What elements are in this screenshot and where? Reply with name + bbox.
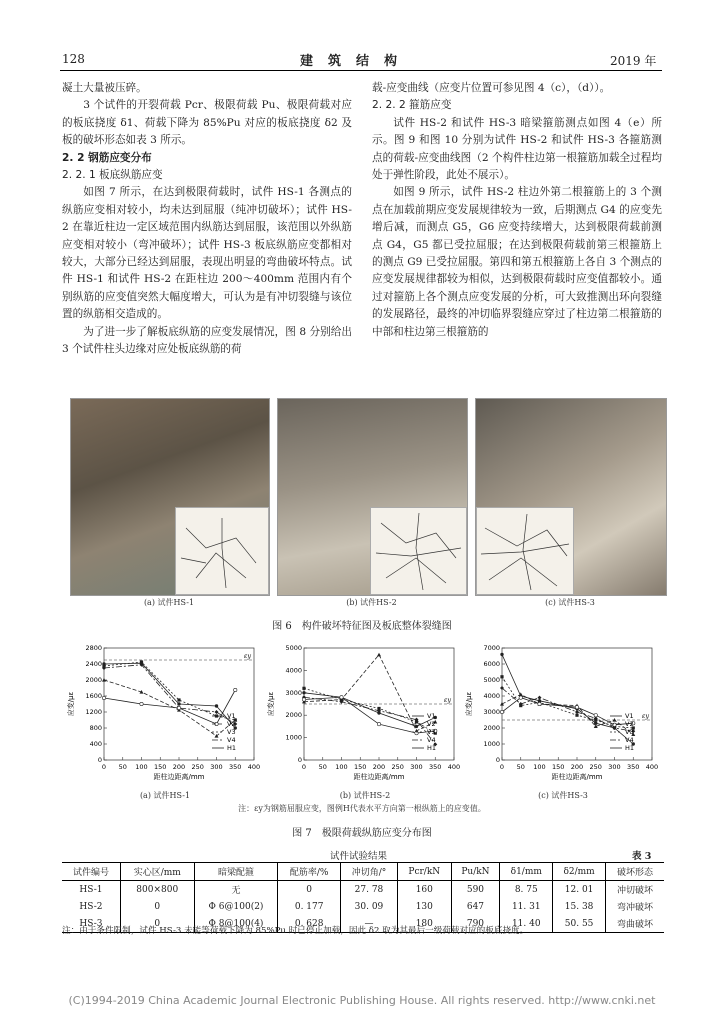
table-row xyxy=(62,881,664,899)
data-point xyxy=(594,714,597,717)
subsection-heading: 2. 2. 1 板底纵筋应变 xyxy=(62,169,163,182)
y-tick-label: 7000 xyxy=(483,644,500,652)
x-tick-label: 350 xyxy=(229,763,242,771)
data-point xyxy=(500,675,503,678)
legend-label: H1 xyxy=(625,744,635,752)
y-tick-label: 1000 xyxy=(285,733,302,742)
strain-chart-hs3 xyxy=(462,640,664,790)
crack-pattern-inset xyxy=(370,507,467,595)
table-cell: 0. 177 xyxy=(278,898,340,915)
table-label: 表 3 xyxy=(632,851,652,862)
y-tick-label: 1200 xyxy=(85,708,102,716)
table-cell: 弯冲破坏 xyxy=(606,898,665,915)
x-tick-label: 200 xyxy=(570,763,584,771)
yield-label: εy xyxy=(443,696,451,704)
x-tick-label: 50 xyxy=(516,763,525,771)
y-tick-label: 2000 xyxy=(285,711,302,720)
crack-map-icon xyxy=(477,508,573,594)
legend-label: H1 xyxy=(427,744,437,752)
data-point xyxy=(302,687,305,690)
crack-pattern-inset xyxy=(476,507,574,595)
right-column xyxy=(372,80,662,341)
table-cell: 无 xyxy=(194,881,278,899)
table-header-cell: 配筋率/% xyxy=(278,863,340,881)
data-point xyxy=(377,653,381,657)
table-cell: 0 xyxy=(278,881,340,899)
y-tick-label: 4000 xyxy=(483,692,500,700)
legend-label: V4 xyxy=(427,736,436,744)
strain-chart-hs1 xyxy=(64,640,266,790)
table-cell: 弯曲破坏 xyxy=(606,915,665,933)
table-cell: HS-1 xyxy=(79,884,103,895)
y-tick-label: 800 xyxy=(89,724,102,732)
subfigure-caption: (c) 试件HS-3 xyxy=(538,791,588,800)
paragraph: 如图 9 所示，试件 HS-2 柱边外第二根箍筋上的 3 个测点在加载前期应变发展规律较为一致，后期测点 G4 的应变先增后减，而测点 G5，G6 应变持续增大，达到极限荷载前测点 G4，G5 都已受拉屈服；在达到极限荷载前第三根箍筋上的测点 G9 已受拉屈服。第四和第五根箍筋上各自 3 个测点的应变发展规律都较为相似，达到极限荷载时应变值都较小。通过对箍筋上各个测点应变发展的分析，可大致推测出环向裂缝的发展路径，最终的冲切临界裂缝应穿过了柱边第二根箍筋的中部和柱边第三根箍筋的 xyxy=(372,186,662,338)
figure7-note: 注：εy为钢筋屈服应变，图例H代表水平方向第一根纵筋上的应变值。 xyxy=(238,804,486,813)
subfigure-caption: (c) 试件HS-3 xyxy=(545,598,595,607)
data-point xyxy=(234,688,237,691)
figure7-caption: 图 7 极限荷载纵筋应变分布图 xyxy=(292,828,432,839)
table-cell: Φ 8@100(4) xyxy=(194,915,278,933)
y-axis-label: 应变/με xyxy=(67,691,75,717)
table-cell: 160 xyxy=(398,881,452,899)
data-point xyxy=(340,696,343,699)
x-tick-label: 400 xyxy=(645,763,659,771)
legend-label: V1 xyxy=(227,712,236,720)
x-tick-label: 100 xyxy=(135,763,148,771)
subsection-heading: 2. 2. 2 箍筋应变 xyxy=(372,99,452,112)
x-tick-label: 0 xyxy=(499,763,505,771)
results-table xyxy=(62,862,664,933)
table-cell: 50. 55 xyxy=(553,915,606,933)
data-point xyxy=(177,698,180,701)
legend-label: V4 xyxy=(625,736,634,744)
table-title: 试件试验结果 xyxy=(330,851,388,862)
table-cell: 800×800 xyxy=(120,881,194,899)
table-cell: 647 xyxy=(451,898,500,915)
table-cell: 27. 78 xyxy=(340,881,397,899)
table-cell: 0. 628 xyxy=(278,915,340,933)
data-point xyxy=(519,696,522,699)
legend-label: V3 xyxy=(427,728,436,736)
paragraph: 如图 7 所示，在达到极限荷载时，试件 HS-1 各测点的纵筋应变相对较小，均未达到屈服（纯冲切破坏）；试件 HS-2 在靠近柱边一定区域范围内纵筋达到屈服，该范围以外纵筋应变相对较小（弯冲破坏）；试件 HS-3 板底纵筋应变都相对较大，大部分已经达到屈服，表现出明显的弯曲破坏特点。试件 HS-1 和试件 HS-2 在距柱边 200～400mm 范围内有个别纵筋的应变值突然大幅度增大，可认为是有冲切裂缝与该位置的纵筋相交造成的。 xyxy=(62,186,352,321)
y-axis-label: 应变/με xyxy=(465,691,473,717)
paragraph: 凝土大量被压碎。 xyxy=(62,82,147,94)
table-cell: 11. 31 xyxy=(500,898,553,915)
table-cell: 15. 38 xyxy=(553,898,606,915)
table-cell: 8. 75 xyxy=(500,881,553,899)
paragraph: 为了进一步了解板底纵筋的应变发展情况，图 8 分别给出 3 个试件柱头边缘对应处板底纵筋的荷 xyxy=(62,325,352,356)
data-point xyxy=(500,710,503,713)
y-tick-label: 400 xyxy=(89,740,102,748)
subfigure-caption: (b) 试件HS-2 xyxy=(346,598,397,607)
table-cell: 12. 01 xyxy=(553,881,606,899)
legend-label: V2 xyxy=(227,720,236,728)
data-point xyxy=(377,722,380,725)
x-axis-label: 距柱边距离/mm xyxy=(551,773,603,781)
table-cell: 790 xyxy=(451,915,500,933)
y-tick-label: 3000 xyxy=(285,688,302,697)
table-header-cell: 破坏形态 xyxy=(606,863,665,881)
data-point xyxy=(575,710,579,714)
data-point xyxy=(302,698,305,701)
y-tick-label: 5000 xyxy=(483,676,500,684)
table-cell: 180 xyxy=(398,915,452,933)
table-header-cell: 暗梁配箍 xyxy=(194,863,278,881)
paragraph: 试件 HS-2 和试件 HS-3 暗梁箍筋测点如图 4（e）所示。图 9 和图 10 分别为试件 HS-2 和试件 HS-3 各箍筋测点的荷载-应变曲线图（2 个构件柱边第一根箍筋加载全过程均处于弹性阶段，此处不展示）。 xyxy=(372,116,662,182)
legend-label: V3 xyxy=(227,728,236,736)
y-axis-label: 应变/με xyxy=(267,691,275,717)
legend-label: V1 xyxy=(625,712,634,720)
y-tick-label: 0 xyxy=(297,756,302,764)
x-tick-label: 100 xyxy=(335,763,348,771)
y-tick-label: 2000 xyxy=(85,676,102,684)
table-header-cell: 冲切角/° xyxy=(340,863,397,881)
issue-year: 2019 年 xyxy=(610,54,657,68)
data-point xyxy=(500,702,504,706)
table-row xyxy=(62,898,664,915)
data-point xyxy=(538,696,542,700)
x-tick-label: 100 xyxy=(533,763,546,771)
subfigure-caption: (a) 试件HS-1 xyxy=(143,598,195,607)
crack-pattern-inset xyxy=(175,507,269,595)
specimen-hs2-photo xyxy=(277,398,468,596)
legend-label: V2 xyxy=(427,720,436,728)
y-tick-label: 3000 xyxy=(483,708,500,716)
yield-label: εy xyxy=(243,652,251,660)
table-cell: 0 xyxy=(120,915,194,933)
y-tick-label: 4000 xyxy=(285,666,302,675)
data-point xyxy=(302,691,305,694)
data-point xyxy=(575,714,578,717)
strain-chart-hs2 xyxy=(264,640,466,790)
crack-map-icon xyxy=(176,508,268,594)
table-header-cell: 实心区/mm xyxy=(120,863,194,881)
data-point xyxy=(215,704,218,707)
x-tick-label: 300 xyxy=(608,763,621,771)
data-point xyxy=(102,696,105,699)
x-tick-label: 300 xyxy=(210,763,223,771)
x-tick-label: 200 xyxy=(172,763,186,771)
data-point xyxy=(215,710,219,714)
x-tick-label: 150 xyxy=(154,763,167,771)
y-tick-label: 0 xyxy=(97,756,102,764)
table-cell: HS-3 xyxy=(62,915,120,933)
table-header-cell: Pu/kN xyxy=(451,863,500,881)
data-point xyxy=(538,702,541,705)
x-tick-label: 300 xyxy=(410,763,423,771)
data-point xyxy=(575,706,578,709)
y-tick-label: 2000 xyxy=(483,724,500,732)
journal-name: 建 筑 结 构 xyxy=(300,54,399,69)
data-point xyxy=(177,702,180,705)
paragraph: 3 个试件的开裂荷载 Pcr、极限荷载 Pu、极限荷载对应的板底挠度 δ1、荷载下降为 85%Pu 对应的板底挠度 δ2 及板的破坏形态如表 3 所示。 xyxy=(62,99,352,147)
x-tick-label: 250 xyxy=(191,763,204,771)
legend-label: V4 xyxy=(227,736,236,744)
page-number: 128 xyxy=(62,52,85,66)
x-axis-label: 距柱边距离/mm xyxy=(353,773,405,781)
crack-map-icon xyxy=(371,508,466,594)
y-tick-label: 2800 xyxy=(85,644,102,652)
table-cell: 0 xyxy=(120,898,194,915)
legend-label: V1 xyxy=(427,712,436,720)
x-tick-label: 200 xyxy=(372,763,386,771)
table-cell: 130 xyxy=(398,898,452,915)
y-tick-label: 5000 xyxy=(285,644,302,652)
table-cell: Φ 6@100(2) xyxy=(194,898,278,915)
x-tick-label: 250 xyxy=(589,763,602,771)
y-tick-label: 1600 xyxy=(85,692,102,700)
table-header-cell: δ1/mm xyxy=(500,863,553,881)
data-point xyxy=(594,722,597,725)
table-cell: 冲切破坏 xyxy=(606,881,665,899)
legend-label: V2 xyxy=(625,720,634,728)
data-point xyxy=(140,702,143,705)
table-header-cell: δ2/mm xyxy=(553,863,606,881)
subfigure-caption: (a) 试件HS-1 xyxy=(139,791,191,800)
y-tick-label: 1000 xyxy=(483,740,500,748)
x-tick-label: 350 xyxy=(627,763,640,771)
x-axis-label: 距柱边距离/mm xyxy=(153,773,205,781)
x-tick-label: 400 xyxy=(447,763,461,771)
table-cell: 11. 40 xyxy=(500,915,553,933)
yield-label: εy xyxy=(641,712,649,720)
data-point xyxy=(500,653,503,656)
x-tick-label: 50 xyxy=(118,763,127,771)
data-point xyxy=(177,706,180,709)
left-column xyxy=(62,80,352,359)
table-header-cell: Pcr/kN xyxy=(398,863,452,881)
legend-label: H1 xyxy=(227,744,237,752)
table-note: 注：由于条件限制，试件 HS-3 未能等荷载下降为 85%Pu 时已停止加载，因此 δ2 取为其最后一级荷载对应的板底挠度。 xyxy=(62,926,529,936)
table-header-cell: 试件编号 xyxy=(62,863,120,881)
y-tick-label: 6000 xyxy=(483,660,500,668)
x-tick-label: 150 xyxy=(354,763,367,771)
x-tick-label: 150 xyxy=(552,763,565,771)
y-tick-label: 0 xyxy=(495,756,500,764)
specimen-hs1-photo xyxy=(70,398,270,596)
table-cell: — xyxy=(340,915,397,933)
paragraph: 载-应变曲线（应变片位置可参见图 4（c），（d））。 xyxy=(372,82,611,94)
x-tick-label: 0 xyxy=(101,763,107,771)
x-tick-label: 50 xyxy=(318,763,327,771)
copyright-footer: (C)1994-2019 China Academic Journal Electronic Publishing House. All rights reserved. http://www.cnki.net xyxy=(68,994,656,1007)
specimen-hs3-photo xyxy=(475,398,667,596)
figure6-caption: 图 6 构件破坏特征图及板底整体裂缝图 xyxy=(272,621,452,632)
x-tick-label: 0 xyxy=(301,763,307,771)
subfigure-caption: (b) 试件HS-2 xyxy=(339,791,391,800)
table-cell: HS-2 xyxy=(79,901,103,912)
x-tick-label: 350 xyxy=(429,763,442,771)
series-line-v1 xyxy=(104,663,235,728)
series-line-v2 xyxy=(104,680,235,736)
section-heading: 2. 2 钢筋应变分布 xyxy=(62,151,152,164)
table-cell: 30. 09 xyxy=(340,898,397,915)
table-cell: 590 xyxy=(451,881,500,899)
x-tick-label: 400 xyxy=(247,763,261,771)
header-rule xyxy=(60,70,662,71)
x-tick-label: 250 xyxy=(391,763,404,771)
y-tick-label: 2400 xyxy=(85,660,102,668)
legend-label: V3 xyxy=(625,728,634,736)
